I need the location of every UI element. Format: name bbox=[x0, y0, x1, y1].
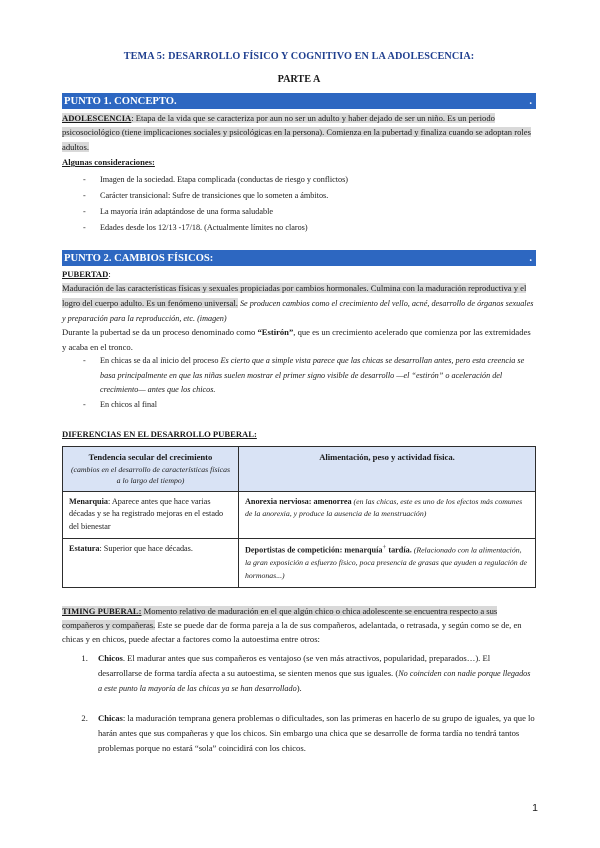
list-item: - Carácter transicional: Sufre de transiciones que lo someten a ámbitos. bbox=[86, 188, 536, 204]
estiron-paragraph bbox=[62, 325, 536, 354]
document-title: TEMA 5: DESARROLLO FÍSICO Y COGNITIVO EN LA ADOLESCENCIA: bbox=[123, 51, 475, 62]
list-item bbox=[90, 711, 536, 756]
chicas-text: : la maduración temprana genera problemas o dificultades, son las primeras en hacerlo de su grupo de iguales, ya que lo harán antes que sus compañeras y que los chicos. Sin embargo una chica que se desarrolle de forma tardía no tendrá tantos problemas porque no estará “sola” coincidirá con los chicos. bbox=[98, 712, 535, 753]
list-item: - Edades desde los 12/13 -17/18. (Actualmente límites no claros) bbox=[86, 220, 536, 236]
chicas-term: Chicas bbox=[98, 712, 123, 723]
table-row bbox=[63, 491, 536, 538]
menarquia-text: : Aparece antes que hace varias décadas y se ha registrado mejoras en el estado del bienestar bbox=[69, 496, 224, 531]
table-header-cell bbox=[63, 446, 239, 491]
list-item: - En chicos al final bbox=[86, 397, 536, 413]
estiron-post: , que es un crecimiento acelerado que comienza por las extremidades y acaba en el tronco. bbox=[62, 327, 531, 352]
section-header-label: PUNTO 2. CAMBIOS FÍSICOS: bbox=[64, 252, 214, 264]
estiron-list bbox=[62, 354, 536, 413]
estatura-text: : Superior que hace décadas. bbox=[99, 543, 193, 553]
document-page bbox=[62, 50, 536, 756]
diferencias-table bbox=[62, 446, 536, 588]
table-cell bbox=[63, 538, 239, 587]
pubertad-italic: Se producen cambios como el crecimiento del vello, acné, desarrollo de órganos sexuales y preparación para la reproducción, etc. (imagen) bbox=[62, 298, 534, 323]
section-header-dot: . bbox=[529, 252, 532, 264]
chicos-end: ). bbox=[296, 683, 302, 694]
estatura-term: Estatura bbox=[69, 543, 100, 553]
deportistas-text: (Relacionado con la alimentación, la gran exposición a esfuerzo físico, poca presencia de grasas que ayuden a regulación de hormonas...) bbox=[245, 545, 528, 580]
list-item bbox=[90, 651, 536, 697]
table-row bbox=[63, 538, 536, 587]
chicos-text: . El madurar antes que sus compañeros es ventajoso (se ven más atractivos, popularidad, preparados…). El desarrollarse de forma tardía afecta a su autoestima, se sienten menos que sus iguales. ( bbox=[98, 652, 491, 678]
col2-title: Alimentación, peso y actividad física. bbox=[319, 451, 455, 462]
pubertad-colon: : bbox=[108, 268, 111, 279]
pubertad-text: Maduración de las características físicas y sexuales propiciadas por cambios hormonales. Culmina con la maduración reproductiva y el logro del cuerpo adulto. Es un fenómeno universal. bbox=[62, 283, 527, 308]
timing-paragraph bbox=[62, 604, 536, 647]
page-number: 1 bbox=[532, 801, 538, 814]
table-header-row bbox=[63, 446, 536, 491]
anorexia-term: Anorexia nerviosa: amenorrea bbox=[245, 496, 352, 506]
pubertad-definition bbox=[62, 281, 536, 325]
section-header-punto1 bbox=[62, 93, 536, 109]
list-item: - Imagen de la sociedad. Etapa complicada (conductas de riesgo y conflictos) bbox=[86, 172, 536, 188]
timing-intro: Momento relativo de maduración en el que algún chico o chica adolescente se encuentra respecto a sus compañeros y compañeras. bbox=[62, 605, 498, 630]
girls-italic: Es cierto que a simple vista parece que las chicas se desarrollan antes, pero esta creencia se basa principalmente en que las niñas suelen mostrar el primer signo visible de desarrollo —el “estirón” o aceleración del crecimiento— antes que los chicos. bbox=[100, 356, 525, 394]
timing-rest: Este se puede dar de forma pareja a la de sus compañeros, adelantada, o retrasada, y según como se de, en chicas y en chicos, puede afectar a factores como la autoestima entre otros: bbox=[62, 619, 522, 645]
pubertad-term: PUBERTAD bbox=[62, 268, 109, 279]
estiron-term: “Estirón” bbox=[257, 327, 294, 338]
col1-subtitle: (cambios en el desarrollo de características físicas a lo largo del tiempo) bbox=[70, 464, 231, 486]
adolescencia-term: ADOLESCENCIA bbox=[62, 112, 132, 123]
list-item: - La mayoría irán adaptándose de una forma saludable bbox=[86, 204, 536, 220]
table-header-cell bbox=[239, 446, 536, 491]
chicos-term: Chicos bbox=[98, 652, 123, 663]
table-cell bbox=[239, 491, 536, 538]
pubertad-heading bbox=[62, 267, 536, 281]
timing-term: TIMING PUBERAL: bbox=[62, 605, 142, 616]
diferencias-title: DIFERENCIAS EN EL DESARROLLO PUBERAL: bbox=[62, 429, 257, 440]
menarquia-term: Menarquia bbox=[69, 496, 108, 506]
deportistas-term: Deportistas de competición: menarquía bbox=[245, 545, 383, 555]
deportistas-term2: tardía. bbox=[386, 545, 412, 555]
document-subtitle: PARTE A bbox=[277, 74, 321, 86]
chicos-italic: No coinciden con nadie porque llegados a este punto la mayoría de las chicas ya se han desarrollado bbox=[98, 668, 531, 694]
considerations-label: Algunas consideraciones: bbox=[62, 157, 155, 168]
section-header-dot: . bbox=[529, 95, 532, 107]
table-cell bbox=[239, 538, 536, 587]
col1-title: Tendencia secular del crecimiento bbox=[88, 451, 213, 462]
deportistas-sup: + bbox=[382, 543, 387, 551]
list-item bbox=[86, 354, 536, 397]
timing-list bbox=[62, 651, 536, 756]
section-header-label: PUNTO 1. CONCEPTO. bbox=[64, 95, 177, 107]
adolescencia-definition bbox=[62, 111, 536, 154]
considerations-list bbox=[62, 172, 536, 236]
section-header-punto2 bbox=[62, 250, 536, 266]
estiron-pre: Durante la pubertad se da un proceso denominado como bbox=[62, 327, 258, 338]
adolescencia-text: : Etapa de la vida que se caracteriza por aun no ser un adulto y haber dejado de ser un niño. Es un periodo psicosociológico (tiene implicaciones sociales y psicológicas en la persona). Comienza en la pubertad y finaliza cuando se adoptan roles adultos. bbox=[62, 112, 531, 152]
girls-pre: En chicas se da al inicio del proceso bbox=[100, 356, 221, 366]
table-cell bbox=[63, 491, 239, 538]
anorexia-text: (en las chicas, este es uno de los efectos más comunes de la anorexia, y produce la ausencia de la menstruación) bbox=[245, 496, 523, 519]
